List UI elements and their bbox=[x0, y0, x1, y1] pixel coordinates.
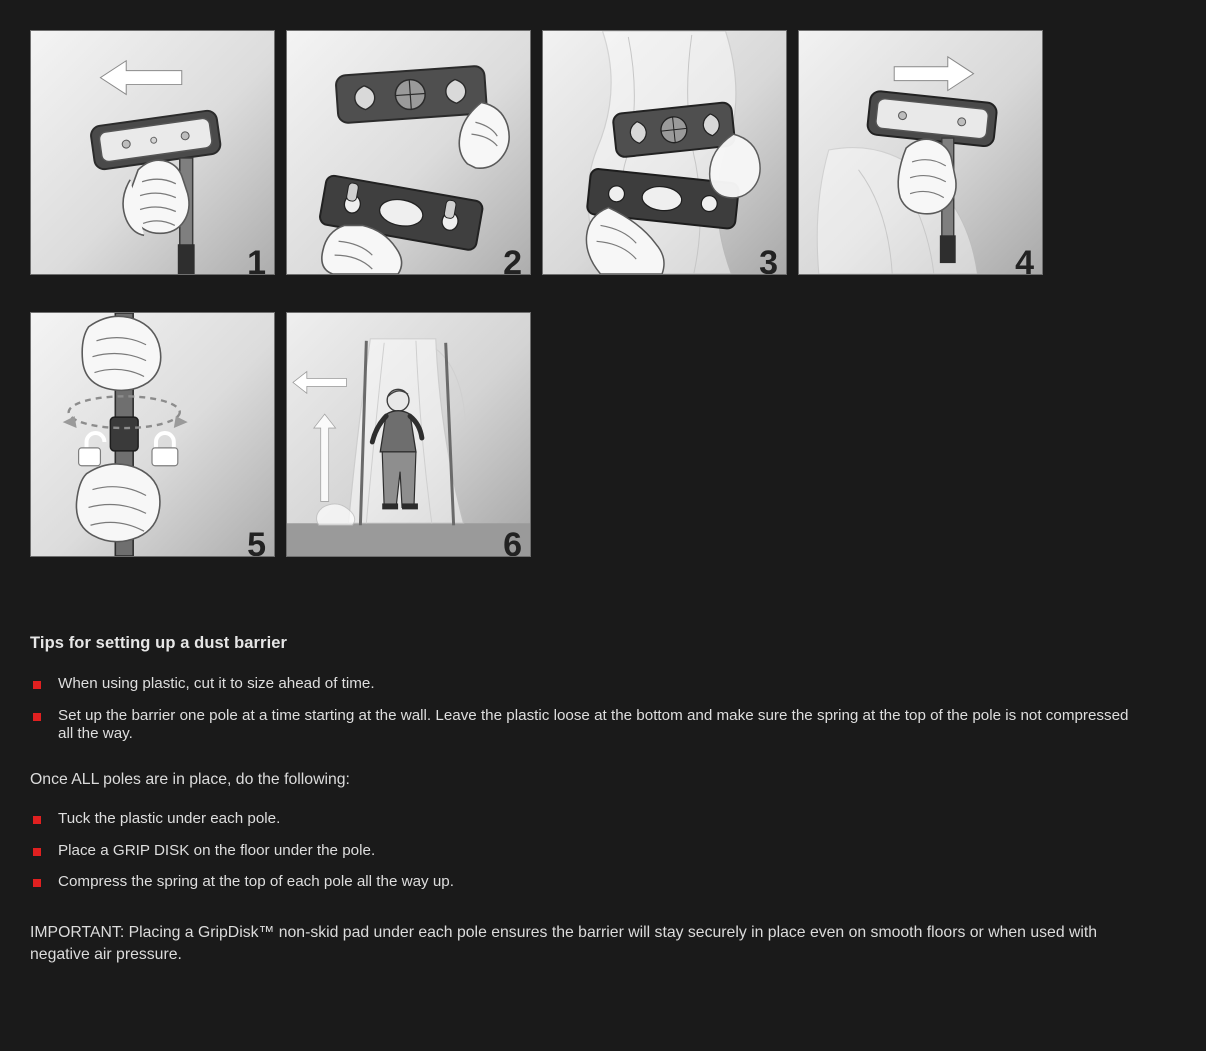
important-note: IMPORTANT: Placing a GripDisk™ non-skid pad under each pole ensures the barrier will stay securely in place even on smooth floors or when used with negative air pressure. bbox=[30, 923, 1098, 963]
tips-title: Tips for setting up a dust barrier bbox=[30, 634, 288, 652]
list-item-text: Compress the spring at the top of each pole all the way up. bbox=[58, 873, 454, 891]
step-panel-2 bbox=[286, 30, 531, 275]
list-item bbox=[30, 675, 1146, 694]
steps-list bbox=[30, 810, 1146, 892]
step-illustration-4 bbox=[799, 31, 1042, 274]
step-panel-1 bbox=[30, 30, 275, 275]
step-panel-3 bbox=[542, 30, 787, 275]
list-item-text: Place a GRIP DISK on the floor under the pole. bbox=[58, 841, 376, 859]
list-item bbox=[30, 707, 1146, 744]
steps-row-one bbox=[0, 0, 1206, 275]
list-item bbox=[30, 873, 1146, 892]
list-item-text: When using plastic, cut it to size ahead of time. bbox=[58, 675, 375, 692]
step-number: 5 bbox=[247, 526, 266, 557]
step-illustration-2 bbox=[287, 31, 530, 274]
bullet-square-icon bbox=[33, 879, 41, 887]
step-number: 3 bbox=[759, 244, 778, 275]
bullet-square-icon bbox=[33, 848, 41, 856]
step-number: 2 bbox=[503, 244, 522, 275]
list-item bbox=[30, 810, 1146, 829]
step-number: 4 bbox=[1015, 244, 1034, 275]
step-panel-4 bbox=[798, 30, 1043, 275]
bullet-square-icon bbox=[33, 681, 41, 689]
step-illustration-5 bbox=[31, 313, 274, 556]
list-item-text: Set up the barrier one pole at a time starting at the wall. Leave the plastic loose at the bottom and make sure the spring at the top of the pole is not compressed all the way. bbox=[58, 706, 1129, 743]
once-all-heading: Once ALL poles are in place, do the following: bbox=[30, 770, 350, 788]
bullet-square-icon bbox=[33, 816, 41, 824]
step-panel-5 bbox=[30, 312, 275, 557]
step-panel-6 bbox=[286, 312, 531, 557]
tips-content bbox=[0, 634, 1176, 965]
list-item-text: Tuck the plastic under each pole. bbox=[58, 810, 281, 828]
tips-list bbox=[30, 675, 1146, 744]
list-item bbox=[30, 842, 1146, 861]
step-number: 1 bbox=[247, 244, 266, 275]
steps-row-two bbox=[0, 275, 1206, 557]
step-illustration-6 bbox=[287, 313, 530, 556]
bullet-square-icon bbox=[33, 713, 41, 721]
step-illustration-1 bbox=[31, 31, 274, 274]
step-illustration-3 bbox=[543, 31, 786, 274]
step-number: 6 bbox=[503, 526, 522, 557]
